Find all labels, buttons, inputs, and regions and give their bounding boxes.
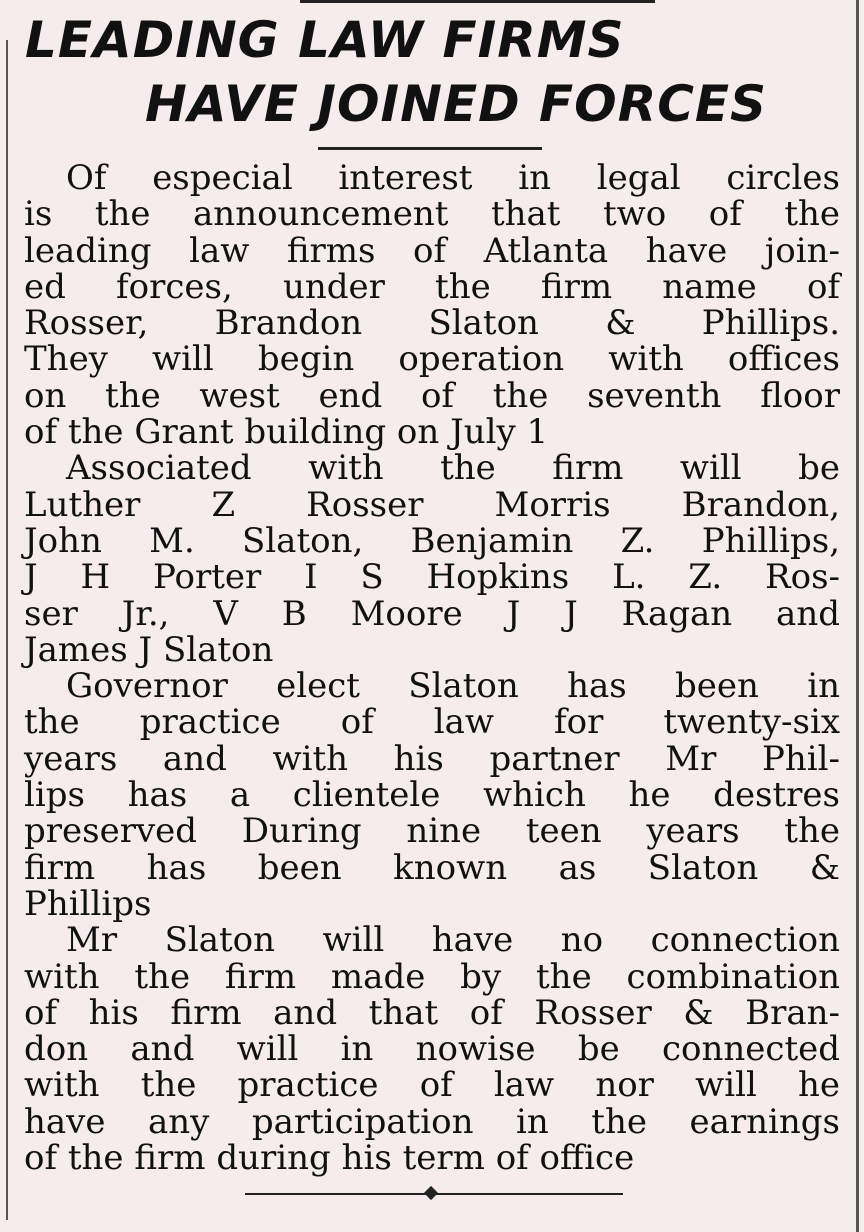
text-line: years and with his partner Mr Phil- bbox=[24, 738, 840, 779]
text-line: don and will in nowise be connected bbox=[24, 1029, 840, 1070]
text-line: firm has been known as Slaton & bbox=[24, 847, 840, 888]
text-line: leading law firms of Atlanta have join- bbox=[24, 230, 840, 271]
paragraph-2 bbox=[24, 450, 840, 668]
text-line: with the practice of law nor will he bbox=[24, 1065, 840, 1106]
text-line: ser Jr., V B Moore J J Ragan and bbox=[24, 593, 840, 634]
top-rule bbox=[300, 0, 655, 3]
text-line: preserved During nine teen years the bbox=[24, 811, 840, 852]
text-line: Mr Slaton will have no connection bbox=[66, 920, 840, 961]
text-line: James J Slaton bbox=[24, 629, 274, 670]
paragraph-1 bbox=[24, 158, 840, 453]
text-line: Luther Z Rosser Morris Brandon, bbox=[24, 484, 840, 525]
text-line: J H Porter I S Hopkins L. Z. Ros- bbox=[24, 557, 840, 598]
text-line: of the firm during his term of office bbox=[24, 1138, 635, 1179]
text-line: They will begin operation with offices bbox=[24, 339, 840, 380]
paragraph-3 bbox=[24, 668, 840, 922]
footer-diamond-ornament bbox=[424, 1186, 438, 1200]
text-line: of the Grant building on July 1 bbox=[24, 412, 549, 453]
text-line: Rosser, Brandon Slaton & Phillips. bbox=[24, 303, 840, 344]
text-line: have any participation in the earnings bbox=[24, 1101, 840, 1142]
article-body bbox=[24, 158, 840, 1179]
right-column-border bbox=[856, 0, 859, 1232]
text-line: John M. Slaton, Benjamin Z. Phillips, bbox=[24, 520, 840, 561]
headline-rule bbox=[318, 147, 542, 150]
text-line: Governor elect Slaton has been in bbox=[66, 666, 840, 707]
text-line: Of especial interest in legal circles bbox=[66, 158, 840, 198]
paragraph-4 bbox=[24, 920, 840, 1179]
text-line: lips has a clientele which he destres bbox=[24, 775, 840, 816]
text-line: ed forces, under the firm name of bbox=[24, 266, 840, 307]
left-column-border bbox=[6, 40, 8, 1220]
text-line: of his firm and that of Rosser & Bran- bbox=[24, 992, 840, 1033]
text-line: Associated with the firm will be bbox=[66, 448, 840, 489]
text-line: with the firm made by the combination bbox=[24, 956, 840, 997]
text-line: Phillips bbox=[24, 883, 152, 924]
text-line: on the west end of the seventh floor bbox=[24, 375, 840, 416]
headline-line-1: LEADING LAW FIRMS bbox=[25, 11, 625, 69]
text-line: the practice of law for twenty-six bbox=[24, 702, 840, 743]
headline-line-2: HAVE JOINED FORCES bbox=[145, 75, 768, 133]
text-line: is the announcement that two of the bbox=[24, 194, 840, 235]
